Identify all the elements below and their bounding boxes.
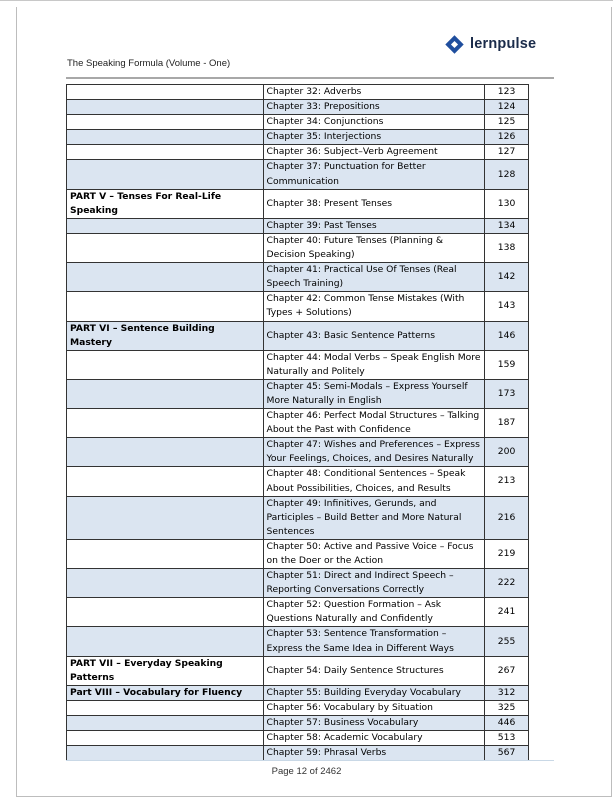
toc-part-cell bbox=[67, 746, 264, 761]
toc-row bbox=[67, 100, 529, 115]
toc-row bbox=[67, 569, 529, 598]
toc-page-cell: 325 bbox=[485, 700, 529, 715]
toc-part-cell bbox=[67, 85, 264, 100]
toc-page-cell: 241 bbox=[485, 598, 529, 627]
toc-chapter-cell: Chapter 48: Conditional Sentences – Speak About Possibilities, Choices, and Results bbox=[263, 467, 485, 496]
toc-page-cell: 143 bbox=[485, 292, 529, 321]
toc-chapter-cell: Chapter 34: Conjunctions bbox=[263, 115, 485, 130]
toc-chapter-cell: Chapter 53: Sentence Transformation – Express the Same Idea in Different Ways bbox=[263, 627, 485, 656]
toc-row bbox=[67, 379, 529, 408]
toc-part-cell bbox=[67, 627, 264, 656]
toc-part-cell bbox=[67, 409, 264, 438]
toc-row bbox=[67, 467, 529, 496]
brand-logo bbox=[448, 36, 536, 52]
toc-row bbox=[67, 598, 529, 627]
table-of-contents bbox=[66, 84, 529, 761]
header-divider bbox=[66, 77, 554, 79]
toc-chapter-cell: Chapter 32: Adverbs bbox=[263, 85, 485, 100]
toc-part-cell: PART V – Tenses For Real-Life Speaking bbox=[67, 189, 264, 218]
toc-part-cell bbox=[67, 716, 264, 731]
toc-page-cell: 128 bbox=[485, 160, 529, 189]
toc-page-cell: 255 bbox=[485, 627, 529, 656]
toc-page-cell: 134 bbox=[485, 218, 529, 233]
toc-part-cell bbox=[67, 539, 264, 568]
toc-row bbox=[67, 746, 529, 761]
toc-row bbox=[67, 716, 529, 731]
toc-page-cell: 446 bbox=[485, 716, 529, 731]
toc-part-cell bbox=[67, 496, 264, 539]
toc-chapter-cell: Chapter 55: Building Everyday Vocabulary bbox=[263, 685, 485, 700]
toc-page-cell: 173 bbox=[485, 379, 529, 408]
toc-chapter-cell: Chapter 37: Punctuation for Better Communication bbox=[263, 160, 485, 189]
diamond-logo-icon bbox=[445, 35, 463, 53]
toc-row bbox=[67, 263, 529, 292]
toc-page-cell: 216 bbox=[485, 496, 529, 539]
toc-chapter-cell: Chapter 33: Prepositions bbox=[263, 100, 485, 115]
toc-row bbox=[67, 731, 529, 746]
toc-part-cell bbox=[67, 731, 264, 746]
toc-part-cell bbox=[67, 100, 264, 115]
toc-part-cell bbox=[67, 130, 264, 145]
toc-part-cell: PART VI – Sentence Building Mastery bbox=[67, 321, 264, 350]
toc-chapter-cell: Chapter 49: Infinitives, Gerunds, and Participles – Build Better and More Natural Sentences bbox=[263, 496, 485, 539]
toc-chapter-cell: Chapter 43: Basic Sentence Patterns bbox=[263, 321, 485, 350]
toc-chapter-cell: Chapter 50: Active and Passive Voice – Focus on the Doer or the Action bbox=[263, 539, 485, 568]
toc-part-cell bbox=[67, 292, 264, 321]
toc-part-cell: Part VIII – Vocabulary for Fluency bbox=[67, 685, 264, 700]
toc-page-cell: 125 bbox=[485, 115, 529, 130]
toc-chapter-cell: Chapter 42: Common Tense Mistakes (With Types + Solutions) bbox=[263, 292, 485, 321]
toc-page-cell: 159 bbox=[485, 350, 529, 379]
toc-chapter-cell: Chapter 35: Interjections bbox=[263, 130, 485, 145]
toc-row bbox=[67, 321, 529, 350]
toc-chapter-cell: Chapter 46: Perfect Modal Structures – Talking About the Past with Confidence bbox=[263, 409, 485, 438]
toc-part-cell bbox=[67, 160, 264, 189]
toc-chapter-cell: Chapter 59: Phrasal Verbs bbox=[263, 746, 485, 761]
toc-part-cell bbox=[67, 598, 264, 627]
toc-page-cell: 138 bbox=[485, 233, 529, 262]
toc-row bbox=[67, 656, 529, 685]
toc-row bbox=[67, 350, 529, 379]
toc-part-cell bbox=[67, 350, 264, 379]
toc-part-cell bbox=[67, 218, 264, 233]
toc-page-cell: 142 bbox=[485, 263, 529, 292]
toc-part-cell bbox=[67, 145, 264, 160]
toc-part-cell bbox=[67, 233, 264, 262]
toc-row bbox=[67, 627, 529, 656]
toc-chapter-cell: Chapter 44: Modal Verbs – Speak English More Naturally and Politely bbox=[263, 350, 485, 379]
toc-chapter-cell: Chapter 38: Present Tenses bbox=[263, 189, 485, 218]
toc-chapter-cell: Chapter 57: Business Vocabulary bbox=[263, 716, 485, 731]
toc-row bbox=[67, 292, 529, 321]
toc-part-cell bbox=[67, 115, 264, 130]
toc-page-cell: 219 bbox=[485, 539, 529, 568]
toc-row bbox=[67, 160, 529, 189]
toc-chapter-cell: Chapter 47: Wishes and Preferences – Express Your Feelings, Choices, and Desires Naturally bbox=[263, 438, 485, 467]
toc-chapter-cell: Chapter 45: Semi-Modals – Express Yourself More Naturally in English bbox=[263, 379, 485, 408]
toc-row bbox=[67, 496, 529, 539]
toc-chapter-cell: Chapter 39: Past Tenses bbox=[263, 218, 485, 233]
toc-row bbox=[67, 438, 529, 467]
toc-chapter-cell: Chapter 58: Academic Vocabulary bbox=[263, 731, 485, 746]
toc-page-cell: 312 bbox=[485, 685, 529, 700]
toc-part-cell bbox=[67, 438, 264, 467]
toc-body bbox=[67, 85, 529, 761]
footer-divider bbox=[66, 760, 554, 761]
toc-part-cell bbox=[67, 263, 264, 292]
viewer-top-edge bbox=[0, 0, 613, 7]
document-title: The Speaking Formula (Volume - One) bbox=[67, 58, 231, 69]
toc-chapter-cell: Chapter 56: Vocabulary by Situation bbox=[263, 700, 485, 715]
toc-page-cell: 222 bbox=[485, 569, 529, 598]
toc-row bbox=[67, 409, 529, 438]
toc-part-cell bbox=[67, 467, 264, 496]
toc-row bbox=[67, 700, 529, 715]
toc-page-cell: 127 bbox=[485, 145, 529, 160]
toc-row bbox=[67, 539, 529, 568]
toc-chapter-cell: Chapter 40: Future Tenses (Planning & Decision Speaking) bbox=[263, 233, 485, 262]
toc-chapter-cell: Chapter 54: Daily Sentence Structures bbox=[263, 656, 485, 685]
toc-chapter-cell: Chapter 52: Question Formation – Ask Questions Naturally and Confidently bbox=[263, 598, 485, 627]
toc-page-cell: 267 bbox=[485, 656, 529, 685]
toc-row bbox=[67, 233, 529, 262]
toc-page-cell: 123 bbox=[485, 85, 529, 100]
toc-page-cell: 567 bbox=[485, 746, 529, 761]
toc-row bbox=[67, 189, 529, 218]
toc-row bbox=[67, 145, 529, 160]
toc-part-cell bbox=[67, 700, 264, 715]
page-number: Page 12 of 2462 bbox=[271, 766, 342, 777]
toc-page-cell: 126 bbox=[485, 130, 529, 145]
toc-part-cell: PART VII – Everyday Speaking Patterns bbox=[67, 656, 264, 685]
toc-part-cell bbox=[67, 379, 264, 408]
toc-page-cell: 130 bbox=[485, 189, 529, 218]
brand-name: lernpulse bbox=[470, 36, 537, 52]
toc-row bbox=[67, 218, 529, 233]
toc-row bbox=[67, 130, 529, 145]
toc-page-cell: 513 bbox=[485, 731, 529, 746]
toc-page-cell: 124 bbox=[485, 100, 529, 115]
toc-page-cell: 146 bbox=[485, 321, 529, 350]
toc-row bbox=[67, 85, 529, 100]
toc-row bbox=[67, 115, 529, 130]
toc-part-cell bbox=[67, 569, 264, 598]
toc-chapter-cell: Chapter 41: Practical Use Of Tenses (Real Speech Training) bbox=[263, 263, 485, 292]
toc-row bbox=[67, 685, 529, 700]
toc-chapter-cell: Chapter 36: Subject–Verb Agreement bbox=[263, 145, 485, 160]
toc-page-cell: 213 bbox=[485, 467, 529, 496]
toc-page-cell: 187 bbox=[485, 409, 529, 438]
toc-chapter-cell: Chapter 51: Direct and Indirect Speech – Reporting Conversations Correctly bbox=[263, 569, 485, 598]
toc-page-cell: 200 bbox=[485, 438, 529, 467]
